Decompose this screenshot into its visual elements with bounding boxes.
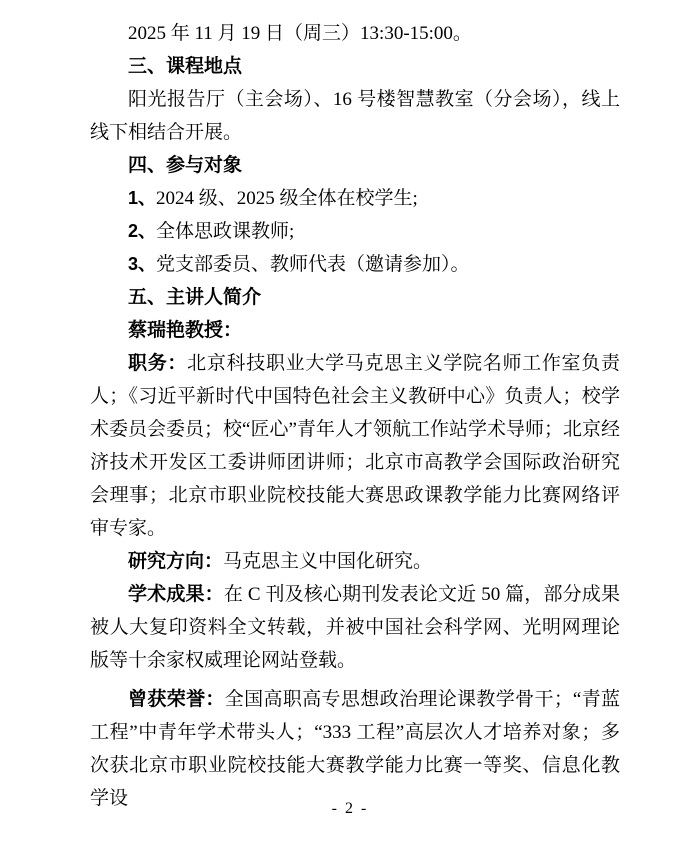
list-item-2 <box>90 215 620 248</box>
list-item-3-number: 3、 <box>128 254 157 274</box>
speaker-name: 蔡瑞艳教授： <box>128 320 243 341</box>
achievements-lead-label: 学术成果： <box>128 584 224 605</box>
list-item-1-text: 2024 级、2025 级全体在校学生; <box>156 188 418 209</box>
list-item-1 <box>90 182 620 215</box>
section-heading-location: 三、课程地点 <box>128 56 243 77</box>
achievements-paragraph <box>90 578 620 677</box>
list-item-1-number: 1、 <box>128 188 157 208</box>
location-paragraph: 阳光报告厅（主会场）、16 号楼智慧教室（分会场），线上线下相结合开展。 <box>90 89 620 143</box>
section-heading-speaker: 五、主讲人简介 <box>128 287 262 308</box>
list-item-2-number: 2、 <box>128 221 157 241</box>
list-item-3 <box>90 248 620 281</box>
research-text: 马克思主义中国化研究。 <box>223 551 433 572</box>
honors-text: 全国高职高专思想政治理论课教学骨干；“青蓝工程”中青年学术带头人；“333 工程”高层次人才培养对象；多次获北京市职业院校技能大赛教学能力比赛一等奖、信息化教学设 <box>90 689 620 809</box>
achievements-text: 在 C 刊及核心期刊发表论文近 50 篇，部分成果被人大复印资料全文转载，并被中国社会科学网、光明网理论版等十余家权威理论网站登载。 <box>90 584 620 671</box>
section-heading-participants: 四、参与对象 <box>128 155 243 176</box>
page-number: - 2 - <box>331 800 369 817</box>
honors-lead-label: 曾获荣誉： <box>128 689 225 710</box>
honors-paragraph <box>90 683 620 815</box>
duty-lead-label: 职务： <box>128 353 188 374</box>
research-lead-label: 研究方向： <box>128 551 224 572</box>
duty-text: 北京科技职业大学马克思主义学院名师工作室负责人；《习近平新时代中国特色社会主义教研中心》负责人；校学术委员会委员；校“匠心”青年人才领航工作站学术导师；北京经济技术开发区工委讲师团讲师；北京市高教学会国际政治研究会理事；北京市职业院校技能大赛思政课教学能力比赛网络评审专家。 <box>90 353 620 539</box>
duty-paragraph <box>90 347 620 545</box>
date-line: 2025 年 11 月 19 日（周三）13:30-15:00。 <box>128 23 472 44</box>
list-item-3-text: 党支部委员、教师代表（邀请参加）。 <box>156 254 470 275</box>
research-paragraph <box>90 545 620 578</box>
list-item-2-text: 全体思政课教师; <box>156 221 295 242</box>
